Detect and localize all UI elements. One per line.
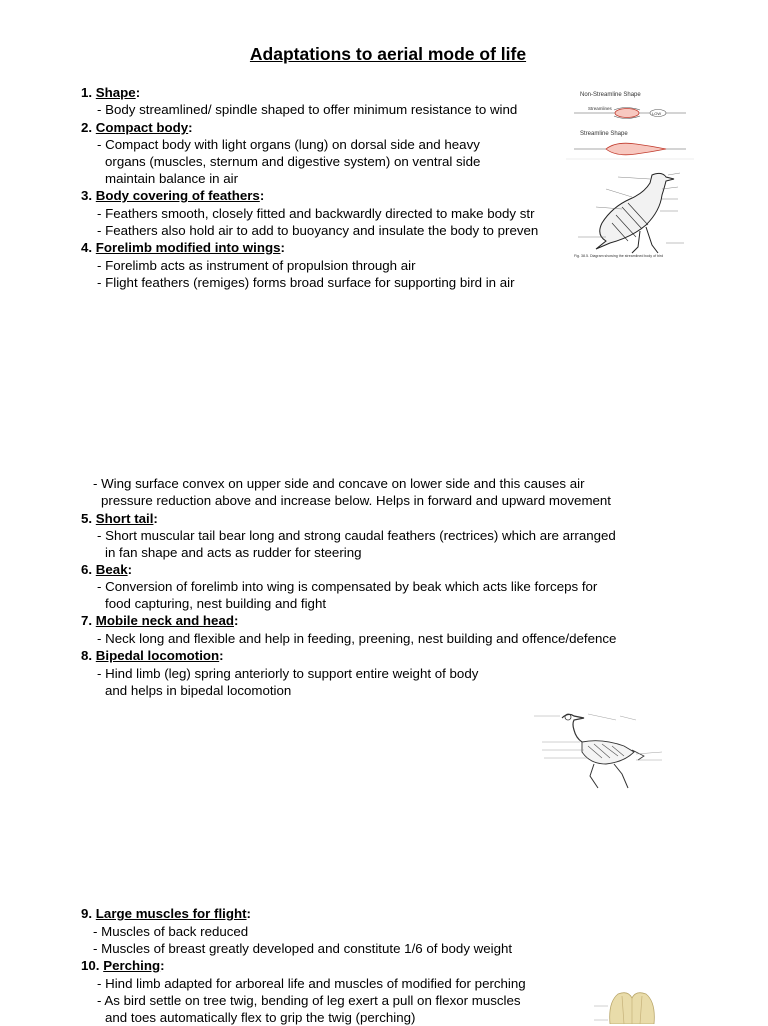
bird-skeleton-diagram [532, 708, 672, 790]
section-5-heading: 5. Short tail: [81, 511, 158, 526]
section-number: 8. [81, 648, 93, 663]
section-10-heading: 10. Perching: [81, 958, 165, 973]
section-9-heading: 9. Large muscles for flight: [81, 906, 251, 921]
section-number: 7. [81, 613, 93, 628]
section-3-line-1: - Feathers smooth, closely fitted and backwardly directed to make body str [97, 206, 535, 221]
section-2-line-2: organs (muscles, sternum and digestive system) on ventral side [105, 154, 481, 169]
bird-body-diagram [566, 167, 696, 259]
section-2-line-3: maintain balance in air [105, 171, 239, 186]
low-pressure-label: LOW [652, 111, 662, 116]
section-3-line-2: - Feathers also hold air to add to buoyancy and insulate the body to preven [97, 223, 539, 238]
section-5-line-1: - Short muscular tail bear long and strong caudal feathers (rectrices) which are arranged [97, 528, 616, 543]
section-3-heading: 3. Body covering of feathers: [81, 188, 265, 203]
section-title: Large muscles for flight [95, 906, 247, 921]
section-9-line-1: - Muscles of back reduced [93, 924, 249, 939]
section-4-heading: 4. Forelimb modified into wings: [81, 240, 285, 255]
section-6-heading: 6. Beak: [81, 562, 133, 577]
section-2-line-1: - Compact body with light organs (lung) on dorsal side and heavy [97, 137, 480, 152]
section-number: 4. [81, 240, 93, 255]
streamline-shape-diagram [566, 88, 694, 160]
section-9-line-2: - Muscles of breast greatly developed and constitute 1/6 of body weight [93, 941, 513, 956]
section-8-line-1: - Hind limb (leg) spring anteriorly to support entire weight of body [97, 666, 479, 681]
section-6-line-1: - Conversion of forelimb into wing is compensated by beak which acts like forceps for [97, 579, 598, 594]
streamlines-label: Streamlines [588, 106, 612, 111]
section-title: Short tail [95, 511, 154, 526]
section-number: 6. [81, 562, 93, 577]
section-number: 1. [81, 85, 93, 100]
section-7-heading: 7. Mobile neck and head: [81, 613, 239, 628]
section-1-line-1: - Body streamlined/ spindle shaped to offer minimum resistance to wind [97, 102, 518, 117]
section-4-line-4: pressure reduction above and increase below. Helps in forward and upward movement [101, 493, 612, 508]
section-10-line-1: - Hind limb adapted for arboreal life and muscles of modified for perching [97, 976, 526, 991]
section-title: Beak [95, 562, 128, 577]
section-title: Forelimb modified into wings [95, 240, 281, 255]
non-streamline-label: Non-Streamline Shape [580, 92, 641, 98]
section-number: 5. [81, 511, 93, 526]
section-title: Body covering of feathers [95, 188, 260, 203]
section-title: Compact body [95, 120, 189, 135]
section-6-line-2: food capturing, nest building and fight [105, 596, 327, 611]
section-number: 3. [81, 188, 93, 203]
section-title: Shape [95, 85, 136, 100]
section-title: Mobile neck and head [95, 613, 234, 628]
section-8-heading: 8. Bipedal locomotion: [81, 648, 224, 663]
section-number: 2. [81, 120, 93, 135]
section-4-line-3: - Wing surface convex on upper side and concave on lower side and this causes air [93, 476, 585, 491]
section-8-line-2: and helps in bipedal locomotion [105, 683, 292, 698]
section-4-line-1: - Forelimb acts as instrument of propulsion through air [97, 258, 416, 273]
section-number: 9. [81, 906, 93, 921]
perching-diagram [592, 988, 672, 1024]
section-1-heading: 1. Shape: [81, 85, 141, 100]
section-title: Bipedal locomotion [95, 648, 220, 663]
section-7-line-1: - Neck long and flexible and help in feeding, preening, nest building and offence/defence [97, 631, 617, 646]
section-5-line-2: in fan shape and acts as rudder for steering [105, 545, 362, 560]
bird-body-caption: Fig. 38.5. Diagram showing the streamlined body of bird [574, 254, 664, 258]
section-10-line-2: - As bird settle on tree twig, bending of leg exert a pull on flexor muscles [97, 993, 521, 1008]
section-4-line-2: - Flight feathers (remiges) forms broad surface for supporting bird in air [97, 275, 515, 290]
section-title: Perching [103, 958, 161, 973]
section-10-line-3: and toes automatically flex to grip the twig (perching) [105, 1010, 416, 1025]
streamline-label: Streamline Shape [580, 131, 628, 137]
section-2-heading: 2. Compact body: [81, 120, 193, 135]
section-number: 10. [81, 958, 100, 973]
page-title: Adaptations to aerial mode of life [249, 44, 527, 64]
